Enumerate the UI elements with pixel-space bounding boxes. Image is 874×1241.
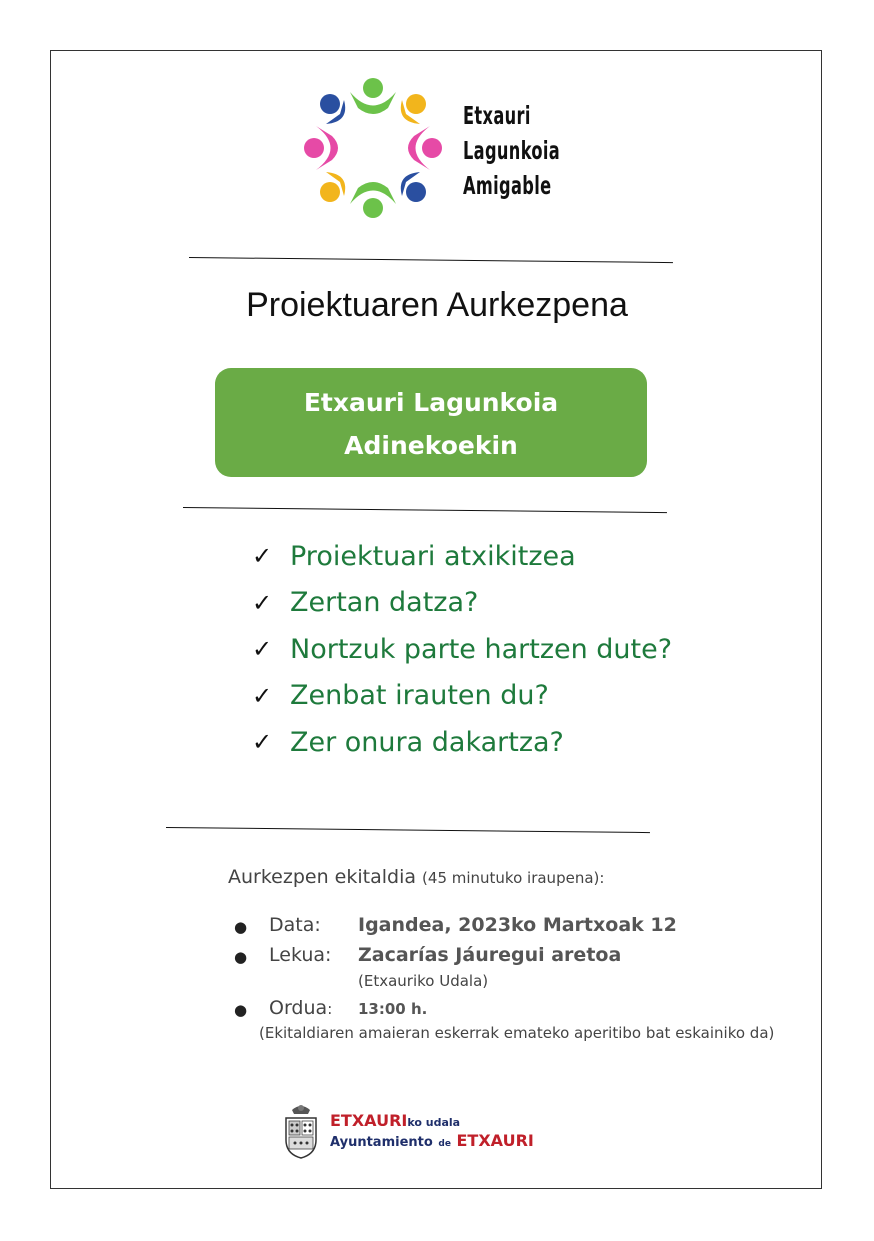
list-item: [252, 533, 672, 580]
footer-de: de: [438, 1139, 451, 1149]
bullet-icon: ●: [234, 1001, 248, 1019]
footer-etxauri-2: ETXAURI: [456, 1131, 534, 1150]
logo-line-3: Amigable: [463, 171, 552, 200]
project-banner: [215, 368, 647, 477]
checkmark-icon: ✓: [252, 542, 273, 571]
people-circle-icon: [300, 74, 450, 224]
footer-ko-udala: ko udala: [407, 1116, 461, 1129]
logo-text: [463, 98, 560, 203]
banner-line-2: Adinekoekin: [344, 431, 518, 460]
list-item: [252, 673, 672, 720]
list-item-text: Nortzuk parte hartzen dute?: [290, 633, 673, 665]
time-value: 13:00 h.: [358, 1000, 428, 1018]
footer-etxauri-1: ETXAURI: [330, 1111, 408, 1130]
list-item: [252, 626, 672, 673]
footer-ayuntamiento: Ayuntamiento: [330, 1135, 433, 1150]
etxauri-lagunkoia-logo: [300, 74, 450, 224]
list-item-text: Proiektuari atxikitzea: [290, 540, 576, 572]
banner-line-1: Etxauri Lagunkoia: [303, 388, 559, 417]
event-note: (Ekitaldiaren amaieran eskerrak emateko aperitibo bat eskainiko da): [259, 1024, 775, 1042]
topic-checklist: [252, 533, 672, 766]
checkmark-icon: ✓: [252, 728, 273, 757]
checkmark-icon: ✓: [252, 635, 273, 664]
list-item: [252, 719, 672, 766]
logo-line-2: Lagunkoia: [463, 136, 561, 165]
page-title: Proiektuaren Aurkezpena: [246, 286, 628, 324]
list-item-text: Zer onura dakartza?: [290, 726, 564, 758]
list-item-text: Zertan datza?: [290, 587, 479, 619]
municipality-name: [330, 1112, 534, 1153]
event-heading-text: Aurkezpen ekitaldia: [228, 866, 416, 888]
place-value: Zacarías Jáuregui aretoa: [358, 944, 622, 966]
time-label-text: Ordua: [269, 997, 328, 1019]
event-heading: [228, 866, 604, 888]
time-colon: :: [327, 1000, 333, 1018]
place-sub: (Etxauriko Udala): [358, 972, 489, 990]
place-label: Lekua:: [269, 944, 332, 966]
date-value: Igandea, 2023ko Martxoak 12: [358, 914, 677, 936]
coat-of-arms-icon: [280, 1102, 322, 1160]
logo-line-1: Etxauri: [463, 101, 531, 130]
bullet-icon: ●: [234, 918, 248, 936]
bullet-icon: ●: [234, 948, 248, 966]
time-label: [269, 997, 332, 1019]
event-duration: (45 minutuko iraupena):: [422, 869, 605, 887]
list-item: [252, 580, 672, 627]
checkmark-icon: ✓: [252, 681, 273, 710]
date-label: Data:: [269, 914, 321, 936]
list-item-text: Zenbat irauten du?: [290, 680, 549, 712]
checkmark-icon: ✓: [252, 588, 273, 617]
